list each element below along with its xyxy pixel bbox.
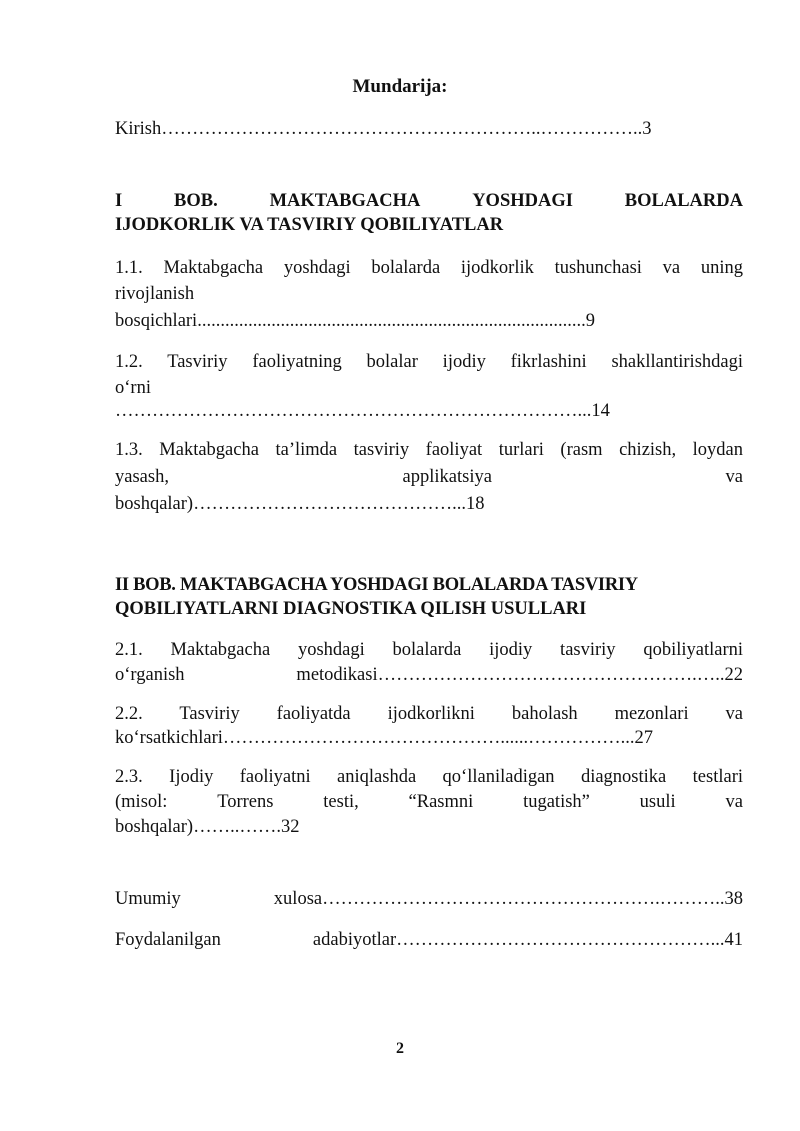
entry-word: va [725, 792, 743, 812]
chapter-1-heading-line1 [115, 188, 743, 214]
toc-entry-2-3-line2 [115, 789, 743, 815]
toc-entry-1-2-line2: o‘rni [115, 378, 151, 398]
toc-entry-1-2-line1: 1.2. Tasviriy faoliyatning bolalar ijodiy fikrlashini shakllantirishdagi [115, 352, 743, 372]
toc-entry-2-3-line3: boshqalar)……..…….32 [115, 817, 300, 837]
toc-entry-2-2-line2: ko‘rsatkichlari………………………………………......……………...27 [115, 728, 653, 748]
heading-word: YOSHDAGI [472, 191, 573, 211]
entry-word: va [725, 467, 743, 487]
entry-word: (misol: [115, 792, 168, 812]
chapter-2-heading-line1: II BOB. MAKTABGACHA YOSHDAGI BOLALARDA TASVIRIY [115, 575, 638, 595]
entry-word: tugatish” [523, 792, 590, 812]
toc-entry-references: Foydalanilgan adabiyotlar……………………………………………...41 [115, 930, 743, 950]
entry-word: Torrens [217, 792, 274, 812]
chapter-1-heading-line2: IJODKORLIK VA TASVIRIY QOBILIYATLAR [115, 215, 504, 235]
chapter-2-heading-line2: QOBILIYATLARNI DIAGNOSTIKA QILISH USULLARI [115, 599, 587, 619]
entry-word: “Rasmni [408, 792, 474, 812]
toc-entry-1-1-line3: bosqichlari....................................................................................9 [115, 311, 595, 331]
toc-entry-2-2-line1: 2.2. Tasviriy faoliyatda ijodkorlikni baholash mezonlari va [115, 704, 743, 724]
heading-word: I [115, 191, 123, 211]
toc-entry-1-2-line3: …………………………………………………………………...14 [115, 401, 610, 421]
heading-word: BOLALARDA [624, 191, 743, 211]
toc-entry-2-1-line2: o‘rganish metodikasi…………………………………………….…..22 [115, 665, 743, 685]
heading-word: BOB. [174, 191, 218, 211]
toc-title: Mundarija: [352, 76, 448, 97]
toc-entry-intro: Kirish……………………………………………………..……………..3 [115, 119, 652, 139]
toc-entry-conclusion: Umumiy xulosa……………………………………………….………..38 [115, 889, 743, 909]
toc-entry-2-1-line1: 2.1. Maktabgacha yoshdagi bolalarda ijodiy tasviriy qobiliyatlarni [115, 640, 743, 660]
entry-word: testi, [323, 792, 359, 812]
toc-entry-2-3-line1: 2.3. Ijodiy faoliyatni aniqlashda qo‘llaniladigan diagnostika testlari [115, 767, 743, 787]
page-number: 2 [396, 1040, 404, 1057]
entry-word: applikatsiya [402, 467, 492, 487]
toc-entry-1-3-line2 [115, 464, 743, 490]
toc-entry-1-1-line2: rivojlanish [115, 284, 195, 304]
entry-word: usuli [639, 792, 676, 812]
entry-word: yasash, [115, 467, 169, 487]
heading-word: MAKTABGACHA [269, 191, 421, 211]
toc-entry-1-3-line1: 1.3. Maktabgacha ta’limda tasviriy faoliyat turlari (rasm chizish, loydan [115, 440, 743, 460]
toc-entry-1-1-line1: 1.1. Maktabgacha yoshdagi bolalarda ijodkorlik tushunchasi va uning [115, 258, 743, 278]
toc-entry-1-3-line3: boshqalar)……………………………………...18 [115, 494, 485, 514]
